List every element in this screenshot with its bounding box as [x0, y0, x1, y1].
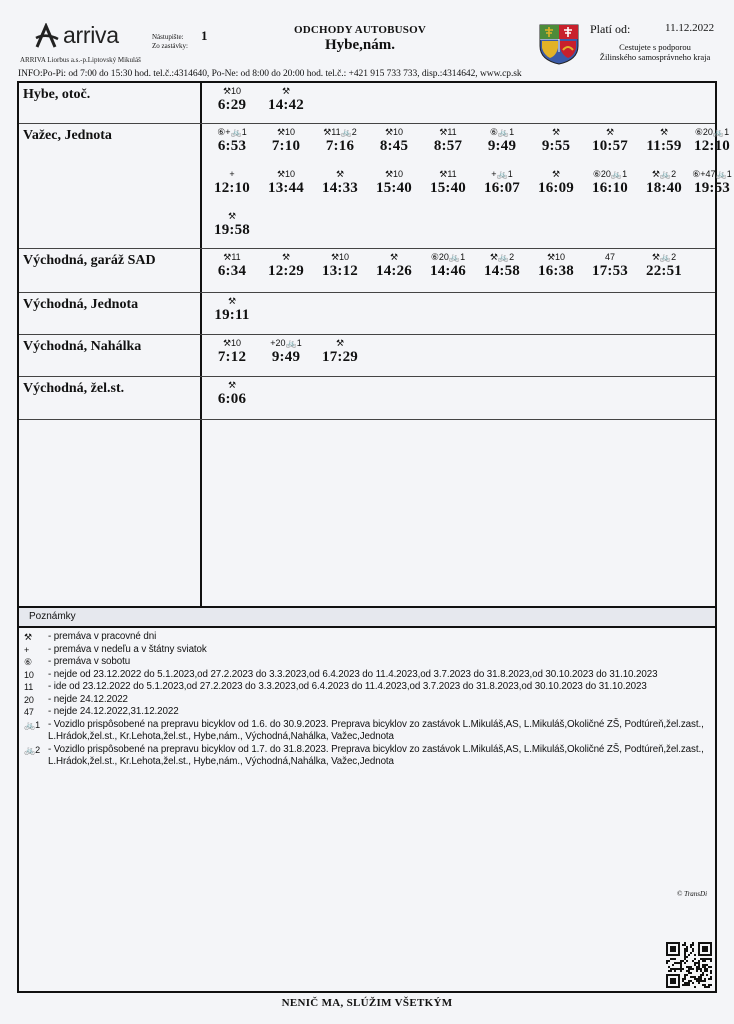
departure-note: ⚒ — [281, 252, 291, 262]
departure-time — [313, 252, 367, 279]
departure-note: ⚒10 — [384, 127, 404, 137]
note-item — [21, 631, 715, 644]
note-symbol: 47 — [24, 707, 34, 717]
departure-note: ⚒ — [281, 86, 291, 96]
departure-time — [583, 127, 637, 154]
note-symbol: 🚲2 — [24, 744, 41, 755]
note-symbol: + — [24, 644, 30, 655]
departure-note: ⚒ — [227, 211, 237, 221]
departure-time-value: 14:33 — [322, 180, 358, 196]
departure-time-value: 9:49 — [271, 349, 301, 365]
valid-from-date: 11.12.2022 — [665, 22, 715, 34]
departure-time-value: 8:57 — [433, 138, 463, 154]
note-item — [21, 694, 715, 707]
stop-name: Východná, žel.st. — [23, 381, 125, 396]
zilina-region-crest-icon — [537, 22, 581, 66]
departure-time — [205, 86, 259, 113]
departure-note: 47 — [604, 252, 615, 262]
departure-time-value: 18:40 — [646, 180, 682, 196]
note-text: - nejde od 23.12.2022 do 5.1.2023,od 27.2.2023 do 3.3.2023,od 6.4.2023 do 11.4.2023,od 3.7.2023 do 31.8.2023,od 30.10.2023 do 31.10.2023 — [48, 668, 658, 680]
departure-note: ⚒ — [389, 252, 399, 262]
departure-time — [367, 127, 421, 154]
departure-time — [205, 296, 259, 323]
departure-time — [259, 169, 313, 196]
notes-title: Poznámky — [19, 608, 715, 628]
stop-name: Východná, garáž SAD — [23, 253, 156, 268]
departure-note: ⚒ — [659, 127, 669, 137]
departure-time-value: 15:40 — [430, 180, 466, 196]
departure-time-value: 9:55 — [541, 138, 571, 154]
stop-name: Važec, Jednota — [23, 128, 112, 143]
departure-time — [367, 169, 421, 196]
departure-time — [529, 127, 583, 154]
info-line: INFO:Po-Pi: od 7:00 do 15:30 hod. tel.č.:4314640, Po-Ne: od 8:00 do 20:00 hod. tel.č.: +421 915 733 733, disp.:4314642, www.cp.sk — [18, 69, 522, 79]
departures-table — [17, 81, 732, 608]
departure-note: ⚒10 — [546, 252, 566, 262]
departure-note: ⑥20🚲1 — [592, 169, 628, 179]
note-item — [21, 706, 715, 719]
departure-time — [637, 127, 691, 154]
departure-note: ⚒ — [551, 127, 561, 137]
nastupiste-label: Nástupište: — [152, 33, 184, 41]
departure-time-value: 19:58 — [214, 222, 250, 238]
departure-note: ⑥20🚲1 — [694, 127, 730, 137]
departure-time-value: 6:34 — [217, 263, 247, 279]
departure-time-value: 16:09 — [538, 180, 574, 196]
departure-time-value: 7:16 — [325, 138, 355, 154]
departure-time — [367, 252, 421, 279]
support-text — [585, 42, 725, 62]
departure-time — [205, 169, 259, 196]
note-text: - premáva v pracovné dni — [48, 631, 157, 642]
departure-time — [529, 252, 583, 279]
departure-time — [205, 380, 259, 407]
departure-time-value: 16:07 — [484, 180, 520, 196]
note-item — [21, 644, 715, 657]
arriva-logo-icon — [34, 23, 60, 49]
departure-note: ⚒ — [335, 169, 345, 179]
departure-time-value: 12:29 — [268, 263, 304, 279]
departure-time — [259, 127, 313, 154]
note-item — [21, 744, 715, 769]
note-symbol: 10 — [24, 669, 34, 680]
valid-from-label: Platí od: — [590, 22, 631, 36]
stop-row — [19, 249, 715, 293]
departure-note: ⚒10 — [384, 169, 404, 179]
departure-note: ⚒🚲2 — [651, 169, 677, 179]
departure-note: ⚒ — [227, 380, 237, 390]
departure-time-value: 7:12 — [217, 349, 247, 365]
departure-time-value: 14:42 — [268, 97, 304, 113]
departure-time-value: 16:10 — [592, 180, 628, 196]
departure-time-value: 17:29 — [322, 349, 358, 365]
departure-note: ⚒ — [335, 338, 345, 348]
departure-time-value: 19:11 — [214, 307, 250, 323]
note-symbol: ⚒ — [24, 632, 32, 642]
platform-labels — [152, 33, 188, 51]
departure-note: ⚒10 — [330, 252, 350, 262]
departure-time-value: 8:45 — [379, 138, 409, 154]
departure-time — [259, 338, 313, 365]
departure-time — [583, 169, 637, 196]
note-text: - premáva v nedeľu a v štátny sviatok — [48, 643, 207, 655]
stop-row — [19, 293, 715, 335]
departure-time-value: 7:10 — [271, 138, 301, 154]
departure-note: + — [229, 169, 235, 179]
note-text: - Vozidlo prispôsobené na prepravu bicyklov od 1.7. do 31.8.2023. Preprava bicyklov zo zastávok L.Mikuláš,AS, L.Mikuláš,Okoličné ZŠ, Podtúreň,žel.zast., L.Hrádok,žel.st., Kr.Lehota,žel.st., Hybe,nám., Východná,Nahálka, Važec,Jednota — [48, 743, 704, 767]
departure-note: ⚒ — [551, 169, 561, 179]
departure-note: ⚒10 — [222, 338, 242, 348]
support-line-2: Žilinského samosprávneho kraja — [599, 52, 711, 62]
copyright: © TransDi — [677, 890, 708, 898]
departure-time — [475, 169, 529, 196]
note-symbol: 20 — [24, 694, 34, 705]
departure-time — [205, 252, 259, 279]
stop-row — [19, 377, 715, 420]
departure-note: ⑥+47🚲1 — [692, 169, 732, 179]
departure-time-value: 14:46 — [430, 263, 466, 279]
stop-row — [19, 83, 715, 124]
departure-time-value: 17:53 — [592, 263, 628, 279]
departure-time-value: 6:29 — [217, 97, 247, 113]
note-item — [21, 681, 715, 694]
departure-note: ⑥20🚲1 — [430, 252, 466, 262]
departure-time — [685, 169, 734, 196]
departure-time-value: 9:49 — [487, 138, 517, 154]
departure-time — [313, 338, 367, 365]
departure-time — [205, 127, 259, 154]
departure-time-value: 19:53 — [694, 180, 730, 196]
departure-time-value: 6:53 — [217, 138, 247, 154]
departure-time-value: 14:58 — [484, 263, 520, 279]
departure-time-value: 11:59 — [646, 138, 682, 154]
departure-time — [475, 127, 529, 154]
departure-note: +🚲1 — [491, 169, 513, 179]
departure-note: ⚒🚲2 — [489, 252, 515, 262]
stop-name: Východná, Jednota — [23, 297, 139, 312]
note-text: - nejde 24.12.2022,31.12.2022 — [48, 706, 179, 717]
note-symbol: 11 — [24, 682, 34, 692]
qr-code-icon[interactable] — [666, 942, 712, 988]
departure-time — [259, 252, 313, 279]
note-text: - nejde 24.12.2022 — [48, 693, 128, 705]
departure-note: ⚒ — [227, 296, 237, 306]
departure-note: ⑥+🚲1 — [217, 127, 247, 137]
departure-time-value: 6:06 — [217, 391, 247, 407]
logo-text: arriva — [63, 22, 119, 48]
page-title: ODCHODY AUTOBUSOV — [293, 24, 427, 36]
departure-time — [685, 127, 734, 154]
note-text: - Vozidlo prispôsobené na prepravu bicyklov od 1.6. do 30.9.2023. Preprava bicyklov zo zastávok L.Mikuláš,AS, L.Mikuláš,Okoličné ZŠ, Podtúreň,žel.zast., L.Hrádok,žel.st., Kr.Lehota,žel.st., Hybe,nám., Východná,Nahálka, Važec,Jednota — [48, 718, 704, 742]
departure-time — [421, 169, 475, 196]
departure-time — [205, 211, 259, 238]
departure-note: ⚒11🚲2 — [323, 127, 357, 137]
departure-time — [637, 252, 691, 279]
departure-time-value: 14:26 — [376, 263, 412, 279]
departure-time — [313, 169, 367, 196]
departure-time-value: 16:38 — [538, 263, 574, 279]
departure-note: +20🚲1 — [270, 338, 302, 348]
departure-note: ⑥🚲1 — [489, 127, 515, 137]
note-item — [21, 669, 715, 682]
notes-section — [17, 608, 717, 993]
departure-time-value: 12:10 — [694, 138, 730, 154]
departure-time-value: 15:40 — [376, 180, 412, 196]
departure-time — [529, 169, 583, 196]
departure-time — [637, 169, 691, 196]
departure-note: ⚒ — [605, 127, 615, 137]
departure-time-value: 22:51 — [646, 263, 682, 279]
departure-time-value: 12:10 — [214, 180, 250, 196]
departure-time — [421, 127, 475, 154]
note-text: - ide od 23.12.2022 do 5.1.2023,od 27.2.2023 do 3.3.2023,od 6.4.2023 do 11.4.2023,od 3.7.2023 do 31.8.2023,od 30.10.2023 do 31.10.2023 — [48, 681, 647, 692]
stop-row — [19, 335, 715, 377]
footer-slogan: NENIČ MA, SLÚŽIM VŠETKÝM — [281, 997, 453, 1009]
departure-note: ⚒10 — [276, 169, 296, 179]
departure-time-value: 13:12 — [322, 263, 358, 279]
departure-time — [313, 127, 367, 154]
stop-name: Hybe, otoč. — [23, 87, 91, 102]
note-text: - premáva v sobotu — [48, 656, 131, 667]
departure-note: ⚒11 — [439, 127, 457, 137]
station-name: Hybe,nám. — [324, 37, 395, 53]
notes-list — [19, 628, 715, 769]
departure-note: ⚒11 — [223, 252, 241, 262]
departure-note: ⚒10 — [222, 86, 242, 96]
platform-number: 1 — [201, 28, 208, 43]
zo-zastavky-label: Zo zastávky: — [152, 42, 188, 50]
departure-time-value: 13:44 — [268, 180, 304, 196]
departure-note: ⚒10 — [276, 127, 296, 137]
departure-time — [259, 86, 313, 113]
departure-time — [475, 252, 529, 279]
departure-time — [205, 338, 259, 365]
arriva-logo — [34, 22, 119, 49]
note-item — [21, 719, 715, 744]
header — [0, 0, 734, 82]
note-symbol: ⑥ — [24, 657, 32, 667]
departure-time — [421, 252, 475, 279]
support-line-1: Cestujete s podporou — [619, 42, 691, 52]
note-symbol: 🚲1 — [24, 719, 41, 730]
company-name: ARRIVA Liorbus a.s.-p.Liptovský Mikuláš — [20, 56, 141, 64]
departure-time — [583, 252, 637, 279]
stop-row — [19, 124, 732, 249]
departure-time-value: 10:57 — [592, 138, 628, 154]
note-item — [21, 656, 715, 669]
stop-name: Východná, Nahálka — [23, 339, 142, 354]
departure-note: ⚒🚲2 — [651, 252, 677, 262]
departure-note: ⚒11 — [439, 169, 457, 179]
